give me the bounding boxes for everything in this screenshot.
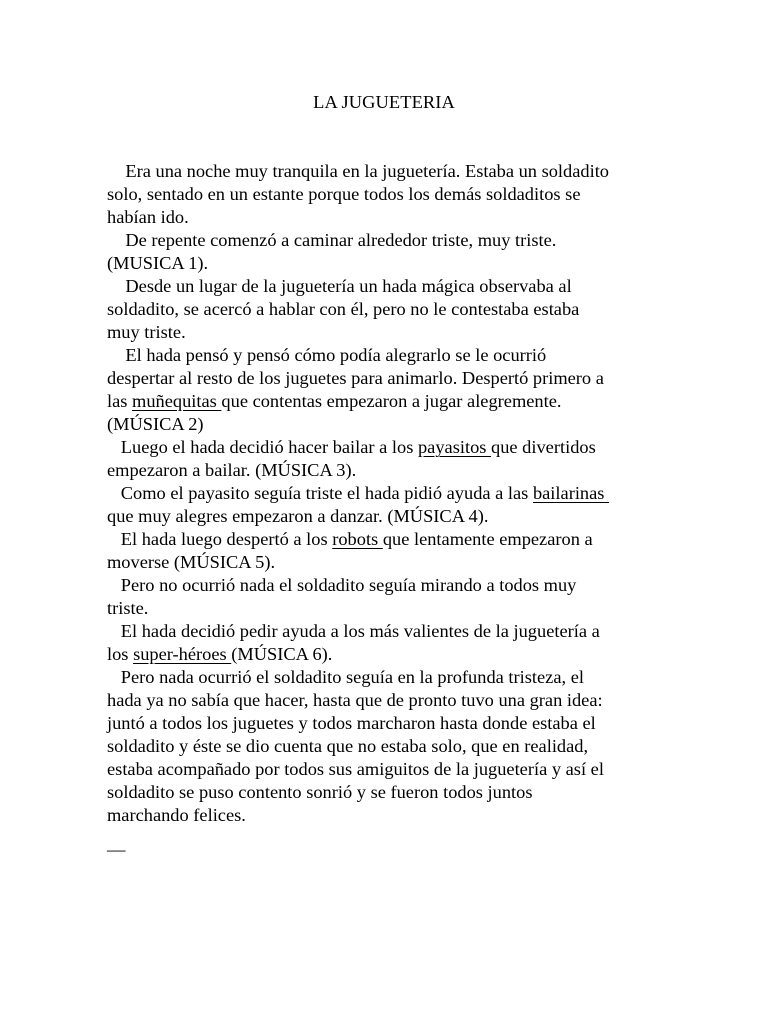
text-line: Como el payasito seguía triste el hada pidió ayuda a las bailarinas xyxy=(107,483,610,503)
text-line: De repente comenzó a caminar alrededor triste, muy triste. xyxy=(107,230,557,250)
text-line: Pero no ocurrió nada el soldadito seguía mirando a todos muy xyxy=(107,575,577,595)
text-line: El hada decidió pedir ayuda a los más valientes de la juguetería a xyxy=(107,621,600,641)
text-line: que muy alegres empezaron a danzar. (MÚSICA 4). xyxy=(107,506,489,526)
text-line: despertar al resto de los juguetes para animarlo. Despertó primero a xyxy=(107,368,604,388)
text-line: Desde un lugar de la juguetería un hada mágica observaba al xyxy=(107,276,572,296)
text-line: moverse (MÚSICA 5). xyxy=(107,552,276,572)
underlined-word: payasitos xyxy=(417,437,492,457)
document-title: LA JUGUETERIA xyxy=(313,92,455,112)
text-line: las muñequitas que contentas empezaron a jugar alegremente. xyxy=(107,391,562,411)
underlined-word: bailarinas xyxy=(532,483,610,503)
underlined-word: muñequitas xyxy=(132,391,222,411)
text-line: soldadito se puso contento sonrió y se fueron todos juntos xyxy=(107,782,533,802)
text-line: (MUSICA 1). xyxy=(107,253,209,273)
text-line: (MÚSICA 2) xyxy=(107,414,204,434)
text-line: soldadito, se acercó a hablar con él, pero no le contestaba estaba xyxy=(107,299,580,319)
text-line: triste. xyxy=(107,598,149,618)
text-line: __ xyxy=(107,833,126,853)
text-line: soldadito y éste se dio cuenta que no estaba solo, que en realidad, xyxy=(107,736,589,756)
text-line: Luego el hada decidió hacer bailar a los payasitos que divertidos xyxy=(107,437,596,457)
text-line: El hada luego despertó a los robots que lentamente empezaron a xyxy=(107,529,593,549)
text-line: juntó a todos los juguetes y todos marcharon hasta donde estaba el xyxy=(107,713,596,733)
text-line: los super-héroes (MÚSICA 6). xyxy=(107,644,333,664)
underlined-word: robots xyxy=(332,529,383,549)
text-line: estaba acompañado por todos sus amiguitos de la juguetería y así el xyxy=(107,759,604,779)
text-line: Era una noche muy tranquila en la juguetería. Estaba un soldadito xyxy=(107,161,610,181)
text-line: Pero nada ocurrió el soldadito seguía en la profunda tristeza, el xyxy=(107,667,584,687)
text-line: muy triste. xyxy=(107,322,186,342)
text-line: habían ido. xyxy=(107,207,189,227)
text-line: empezaron a bailar. (MÚSICA 3). xyxy=(107,460,357,480)
text-line: hada ya no sabía que hacer, hasta que de pronto tuvo una gran idea: xyxy=(107,690,603,710)
underlined-word: super-héroes xyxy=(133,644,232,664)
text-line: marchando felices. xyxy=(107,805,246,825)
text-line: solo, sentado en un estante porque todos los demás soldaditos se xyxy=(107,184,581,204)
text-line: El hada pensó y pensó cómo podía alegrarlo se le ocurrió xyxy=(107,345,547,365)
